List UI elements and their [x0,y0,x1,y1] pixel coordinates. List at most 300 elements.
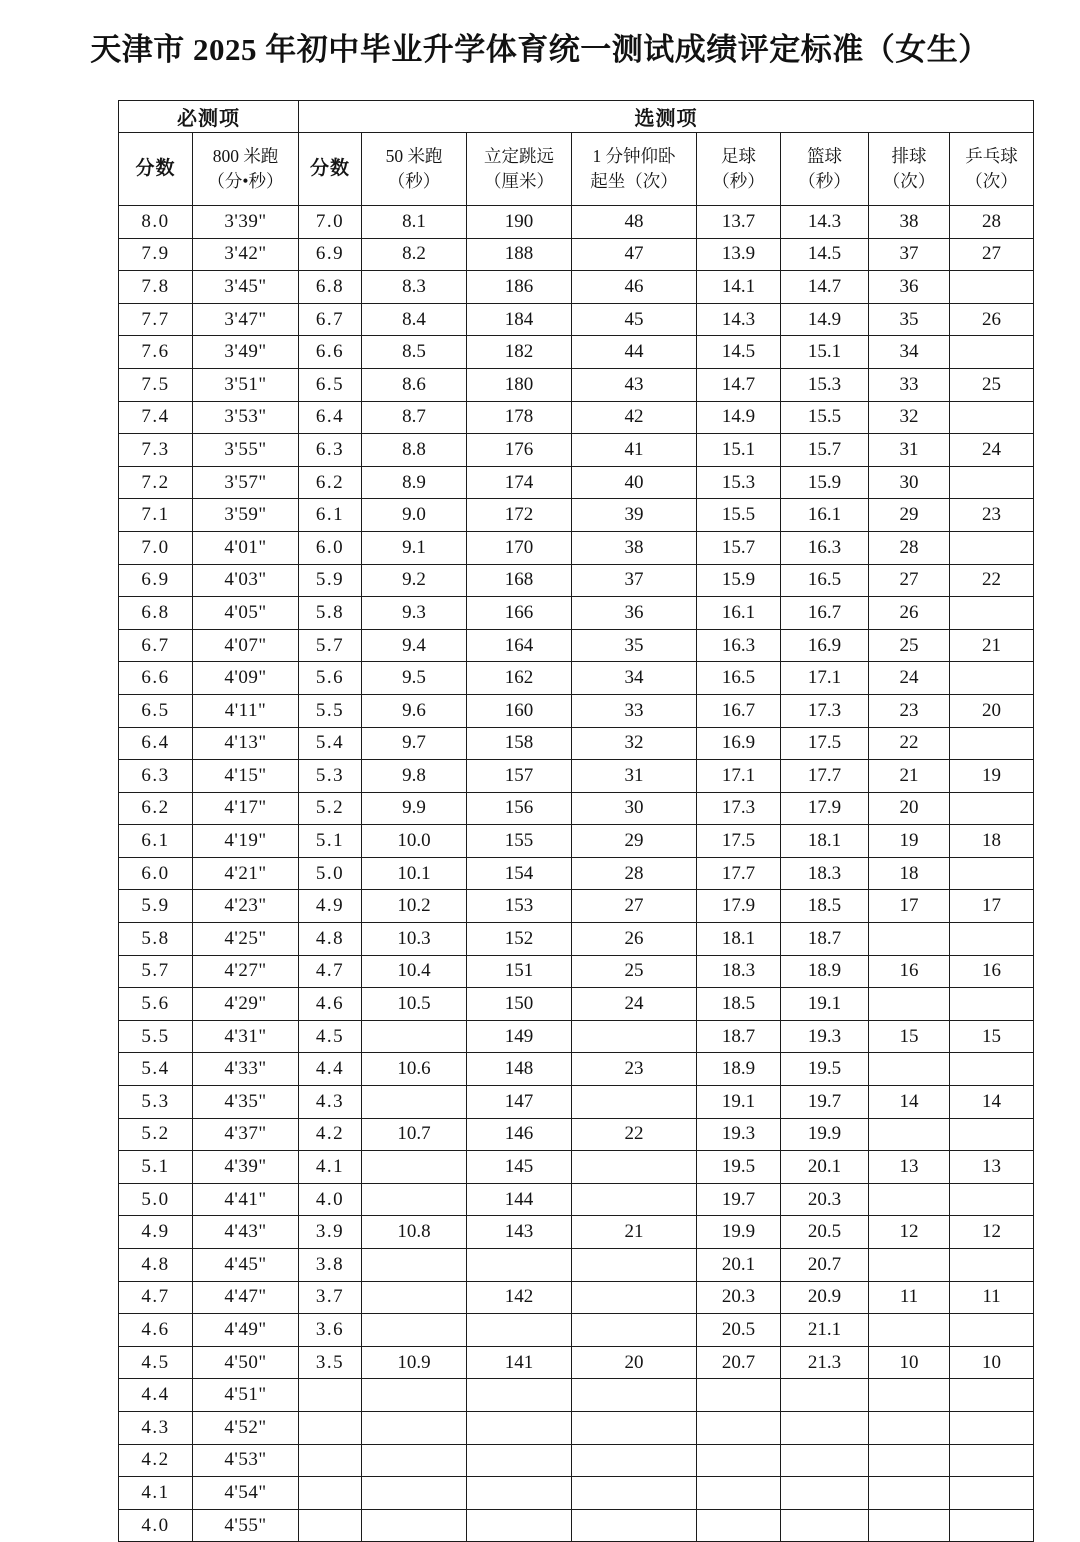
cell-sit_ups: 22 [572,1118,697,1151]
cell-standing_long_jump [467,1477,572,1510]
cell-run_50m: 10.7 [362,1118,467,1151]
cell-sit_ups [572,1020,697,1053]
cell-run_50m [362,1411,467,1444]
cell-run_50m: 8.7 [362,401,467,434]
cell-volleyball [869,1249,950,1282]
table-row [119,271,1034,304]
cell-run_50m: 8.3 [362,271,467,304]
cell-basketball [781,1411,869,1444]
cell-volleyball [869,1444,950,1477]
cell-volleyball: 16 [869,955,950,988]
table-row [119,988,1034,1021]
column-header-line1: 立定跳远 [484,145,554,166]
column-header-line1: 足球 [721,145,756,166]
cell-score_required: 7.8 [119,271,193,304]
cell-volleyball: 27 [869,564,950,597]
cell-score_required: 6.5 [119,694,193,727]
cell-football: 20.3 [697,1281,781,1314]
cell-run_50m [362,1183,467,1216]
group-header-optional: 选测项 [299,101,1034,133]
cell-football: 19.3 [697,1118,781,1151]
cell-standing_long_jump: 148 [467,1053,572,1086]
column-header-run_800m [193,133,299,206]
cell-run_50m: 10.9 [362,1346,467,1379]
cell-standing_long_jump: 166 [467,597,572,630]
cell-score_optional: 4.3 [299,1086,362,1119]
cell-run_50m: 10.6 [362,1053,467,1086]
column-header-line2: （分•秒） [207,171,284,191]
cell-standing_long_jump: 168 [467,564,572,597]
cell-standing_long_jump: 145 [467,1151,572,1184]
cell-football: 14.7 [697,368,781,401]
cell-score_required: 5.9 [119,890,193,923]
cell-score_optional: 5.1 [299,825,362,858]
cell-sit_ups: 48 [572,206,697,239]
cell-sit_ups [572,1509,697,1542]
cell-standing_long_jump: 152 [467,923,572,956]
cell-football: 17.5 [697,825,781,858]
cell-standing_long_jump: 186 [467,271,572,304]
cell-sit_ups [572,1086,697,1119]
cell-football: 18.3 [697,955,781,988]
cell-sit_ups: 47 [572,238,697,271]
cell-basketball: 20.7 [781,1249,869,1282]
cell-score_required: 5.4 [119,1053,193,1086]
cell-run_800m: 4'52" [193,1411,299,1444]
cell-score_required: 6.3 [119,760,193,793]
cell-score_optional: 6.1 [299,499,362,532]
table-row [119,1411,1034,1444]
cell-run_800m: 4'29" [193,988,299,1021]
cell-sit_ups: 31 [572,760,697,793]
cell-table_tennis: 24 [950,434,1034,467]
cell-volleyball: 19 [869,825,950,858]
cell-run_50m: 9.0 [362,499,467,532]
cell-sit_ups: 32 [572,727,697,760]
cell-basketball: 17.5 [781,727,869,760]
cell-score_required: 5.0 [119,1183,193,1216]
cell-score_optional: 6.5 [299,368,362,401]
cell-table_tennis [950,466,1034,499]
cell-score_required: 4.2 [119,1444,193,1477]
cell-football: 14.5 [697,336,781,369]
cell-standing_long_jump: 146 [467,1118,572,1151]
cell-football: 14.1 [697,271,781,304]
cell-football: 15.9 [697,564,781,597]
cell-score_required: 6.9 [119,564,193,597]
cell-volleyball: 33 [869,368,950,401]
cell-run_50m [362,1086,467,1119]
table-row [119,401,1034,434]
cell-basketball: 19.7 [781,1086,869,1119]
cell-run_50m: 8.4 [362,303,467,336]
cell-table_tennis: 22 [950,564,1034,597]
cell-volleyball: 13 [869,1151,950,1184]
cell-standing_long_jump: 190 [467,206,572,239]
column-header-line1: 分数 [135,158,176,180]
cell-sit_ups [572,1411,697,1444]
cell-standing_long_jump: 170 [467,531,572,564]
cell-run_800m: 4'33" [193,1053,299,1086]
cell-table_tennis: 20 [950,694,1034,727]
cell-run_50m: 8.9 [362,466,467,499]
cell-score_optional: 4.6 [299,988,362,1021]
column-header-football [697,133,781,206]
cell-table_tennis: 21 [950,629,1034,662]
cell-table_tennis [950,923,1034,956]
cell-sit_ups [572,1281,697,1314]
cell-football: 17.7 [697,857,781,890]
cell-standing_long_jump [467,1411,572,1444]
cell-table_tennis [950,988,1034,1021]
cell-run_50m: 10.2 [362,890,467,923]
cell-standing_long_jump: 180 [467,368,572,401]
cell-table_tennis [950,1444,1034,1477]
cell-volleyball: 17 [869,890,950,923]
cell-sit_ups: 40 [572,466,697,499]
cell-sit_ups: 43 [572,368,697,401]
cell-volleyball [869,1183,950,1216]
cell-score_required: 5.7 [119,955,193,988]
table-row [119,694,1034,727]
cell-score_optional: 7.0 [299,206,362,239]
table-row [119,531,1034,564]
cell-table_tennis [950,1411,1034,1444]
cell-standing_long_jump: 156 [467,792,572,825]
cell-basketball: 15.3 [781,368,869,401]
cell-basketball: 16.9 [781,629,869,662]
cell-sit_ups: 45 [572,303,697,336]
cell-volleyball: 28 [869,531,950,564]
table-body [119,206,1034,1542]
cell-run_50m: 8.8 [362,434,467,467]
cell-volleyball: 15 [869,1020,950,1053]
cell-run_50m: 9.2 [362,564,467,597]
cell-score_optional: 3.7 [299,1281,362,1314]
cell-table_tennis: 26 [950,303,1034,336]
cell-sit_ups: 44 [572,336,697,369]
cell-volleyball: 34 [869,336,950,369]
cell-score_required: 7.5 [119,368,193,401]
table-row [119,499,1034,532]
cell-football: 16.9 [697,727,781,760]
cell-score_optional: 6.8 [299,271,362,304]
cell-score_optional: 6.7 [299,303,362,336]
cell-table_tennis [950,1379,1034,1412]
cell-volleyball: 37 [869,238,950,271]
cell-score_required: 7.7 [119,303,193,336]
cell-score_optional: 6.9 [299,238,362,271]
column-header-standing_long_jump [467,133,572,206]
cell-football: 20.7 [697,1346,781,1379]
cell-table_tennis: 25 [950,368,1034,401]
cell-basketball: 18.1 [781,825,869,858]
column-header-line1: 1 分钟仰卧 [592,145,676,166]
cell-basketball: 14.3 [781,206,869,239]
column-header-line2: （秒） [387,171,441,191]
cell-standing_long_jump: 155 [467,825,572,858]
cell-run_50m: 8.1 [362,206,467,239]
cell-score_optional: 3.6 [299,1314,362,1347]
cell-basketball [781,1444,869,1477]
cell-volleyball: 35 [869,303,950,336]
cell-standing_long_jump: 142 [467,1281,572,1314]
cell-standing_long_jump [467,1509,572,1542]
cell-run_50m: 9.9 [362,792,467,825]
cell-basketball: 17.3 [781,694,869,727]
cell-table_tennis: 11 [950,1281,1034,1314]
cell-score_optional: 4.8 [299,923,362,956]
cell-score_optional: 5.5 [299,694,362,727]
cell-run_800m: 3'53" [193,401,299,434]
table-row [119,336,1034,369]
table-row [119,1249,1034,1282]
table-row [119,1444,1034,1477]
cell-standing_long_jump: 178 [467,401,572,434]
cell-run_800m: 4'35" [193,1086,299,1119]
table-row [119,955,1034,988]
cell-football: 14.3 [697,303,781,336]
cell-run_800m: 3'55" [193,434,299,467]
cell-run_800m: 4'31" [193,1020,299,1053]
table-row [119,1086,1034,1119]
cell-score_optional: 6.6 [299,336,362,369]
cell-score_required: 6.7 [119,629,193,662]
cell-score_optional: 5.8 [299,597,362,630]
column-header-line2: （次） [965,171,1018,191]
cell-run_800m: 4'47" [193,1281,299,1314]
cell-score_optional [299,1379,362,1412]
cell-standing_long_jump: 154 [467,857,572,890]
column-header-line1: 乒乓球 [965,145,1018,166]
table-row [119,890,1034,923]
table-row [119,1216,1034,1249]
cell-run_800m: 4'23" [193,890,299,923]
cell-volleyball [869,1509,950,1542]
cell-run_800m: 3'42" [193,238,299,271]
cell-table_tennis: 10 [950,1346,1034,1379]
cell-table_tennis: 12 [950,1216,1034,1249]
table-row [119,303,1034,336]
cell-score_optional: 6.0 [299,531,362,564]
cell-standing_long_jump: 188 [467,238,572,271]
table-row [119,1281,1034,1314]
cell-basketball: 18.5 [781,890,869,923]
cell-table_tennis [950,1249,1034,1282]
cell-run_50m: 8.6 [362,368,467,401]
cell-run_800m: 4'11" [193,694,299,727]
cell-volleyball [869,1053,950,1086]
cell-basketball: 17.1 [781,662,869,695]
cell-run_50m [362,1151,467,1184]
cell-basketball: 19.9 [781,1118,869,1151]
cell-score_optional: 4.9 [299,890,362,923]
cell-football: 15.7 [697,531,781,564]
cell-score_optional: 4.7 [299,955,362,988]
cell-basketball: 21.3 [781,1346,869,1379]
cell-score_required: 4.6 [119,1314,193,1347]
cell-football: 19.9 [697,1216,781,1249]
cell-standing_long_jump [467,1444,572,1477]
cell-score_required: 6.0 [119,857,193,890]
cell-run_800m: 3'51" [193,368,299,401]
cell-table_tennis [950,792,1034,825]
cell-sit_ups: 38 [572,531,697,564]
cell-table_tennis: 14 [950,1086,1034,1119]
cell-table_tennis: 16 [950,955,1034,988]
cell-standing_long_jump: 160 [467,694,572,727]
cell-sit_ups [572,1444,697,1477]
cell-run_800m: 4'54" [193,1477,299,1510]
cell-score_optional: 4.2 [299,1118,362,1151]
cell-standing_long_jump: 144 [467,1183,572,1216]
cell-table_tennis [950,727,1034,760]
cell-score_optional: 3.9 [299,1216,362,1249]
cell-score_required: 6.6 [119,662,193,695]
table-row [119,1314,1034,1347]
cell-football [697,1411,781,1444]
table-row [119,1020,1034,1053]
cell-volleyball [869,1314,950,1347]
cell-score_optional [299,1509,362,1542]
cell-sit_ups: 30 [572,792,697,825]
cell-volleyball: 21 [869,760,950,793]
cell-run_800m: 4'39" [193,1151,299,1184]
cell-sit_ups: 27 [572,890,697,923]
cell-basketball: 19.5 [781,1053,869,1086]
cell-run_800m: 3'47" [193,303,299,336]
cell-score_required: 4.9 [119,1216,193,1249]
cell-table_tennis: 13 [950,1151,1034,1184]
cell-score_required: 7.0 [119,531,193,564]
cell-table_tennis [950,531,1034,564]
cell-run_800m: 4'51" [193,1379,299,1412]
cell-sit_ups: 34 [572,662,697,695]
cell-standing_long_jump [467,1249,572,1282]
table-row [119,597,1034,630]
cell-score_required: 4.3 [119,1411,193,1444]
column-header-line2: （厘米） [484,171,554,191]
cell-score_optional: 5.0 [299,857,362,890]
cell-score_optional: 3.5 [299,1346,362,1379]
cell-standing_long_jump: 150 [467,988,572,1021]
cell-run_800m: 4'15" [193,760,299,793]
cell-sit_ups: 23 [572,1053,697,1086]
cell-volleyball: 38 [869,206,950,239]
cell-run_50m: 8.5 [362,336,467,369]
cell-table_tennis [950,1053,1034,1086]
cell-run_800m: 4'13" [193,727,299,760]
cell-sit_ups [572,1249,697,1282]
cell-basketball: 20.9 [781,1281,869,1314]
cell-basketball: 17.9 [781,792,869,825]
table-row [119,1379,1034,1412]
cell-volleyball [869,1477,950,1510]
cell-basketball: 14.7 [781,271,869,304]
column-header-line1: 800 米跑 [212,145,279,166]
cell-run_50m [362,1314,467,1347]
table-row [119,1509,1034,1542]
cell-standing_long_jump: 157 [467,760,572,793]
cell-table_tennis [950,336,1034,369]
cell-football: 20.1 [697,1249,781,1282]
cell-football: 18.7 [697,1020,781,1053]
cell-run_50m [362,1281,467,1314]
cell-football: 16.3 [697,629,781,662]
cell-run_800m: 3'39" [193,206,299,239]
cell-football: 20.5 [697,1314,781,1347]
cell-basketball: 19.1 [781,988,869,1021]
table-row [119,629,1034,662]
cell-football [697,1379,781,1412]
cell-volleyball: 14 [869,1086,950,1119]
cell-volleyball: 12 [869,1216,950,1249]
cell-football [697,1477,781,1510]
cell-run_50m [362,1379,467,1412]
cell-run_50m: 9.6 [362,694,467,727]
cell-basketball [781,1379,869,1412]
cell-score_required: 5.8 [119,923,193,956]
cell-basketball: 15.9 [781,466,869,499]
column-header-score_required [119,133,193,206]
cell-volleyball [869,1379,950,1412]
cell-score_optional: 6.4 [299,401,362,434]
cell-run_50m [362,1509,467,1542]
cell-run_800m: 4'55" [193,1509,299,1542]
cell-score_optional: 6.2 [299,466,362,499]
cell-volleyball: 18 [869,857,950,890]
cell-score_optional [299,1477,362,1510]
table-row [119,368,1034,401]
table-row [119,466,1034,499]
cell-football: 19.7 [697,1183,781,1216]
table-row [119,564,1034,597]
cell-basketball: 14.5 [781,238,869,271]
table-row [119,825,1034,858]
cell-score_required: 6.1 [119,825,193,858]
cell-standing_long_jump: 149 [467,1020,572,1053]
cell-standing_long_jump [467,1314,572,1347]
cell-run_50m: 8.2 [362,238,467,271]
table-row [119,1477,1034,1510]
cell-score_optional: 4.4 [299,1053,362,1086]
cell-volleyball: 20 [869,792,950,825]
cell-football: 18.5 [697,988,781,1021]
cell-sit_ups: 46 [572,271,697,304]
column-header-line2: 起坐（次） [590,171,678,191]
cell-score_required: 8.0 [119,206,193,239]
cell-football: 16.7 [697,694,781,727]
cell-volleyball: 24 [869,662,950,695]
cell-table_tennis: 19 [950,760,1034,793]
cell-table_tennis [950,662,1034,695]
table-row [119,760,1034,793]
cell-score_required: 5.1 [119,1151,193,1184]
cell-run_800m: 4'07" [193,629,299,662]
cell-score_required: 7.9 [119,238,193,271]
cell-sit_ups: 33 [572,694,697,727]
cell-sit_ups: 20 [572,1346,697,1379]
cell-basketball: 15.5 [781,401,869,434]
cell-standing_long_jump: 176 [467,434,572,467]
cell-run_800m: 4'37" [193,1118,299,1151]
column-header-table_tennis [950,133,1034,206]
cell-table_tennis [950,1118,1034,1151]
cell-table_tennis: 15 [950,1020,1034,1053]
cell-standing_long_jump: 182 [467,336,572,369]
cell-sit_ups: 21 [572,1216,697,1249]
cell-basketball: 15.1 [781,336,869,369]
